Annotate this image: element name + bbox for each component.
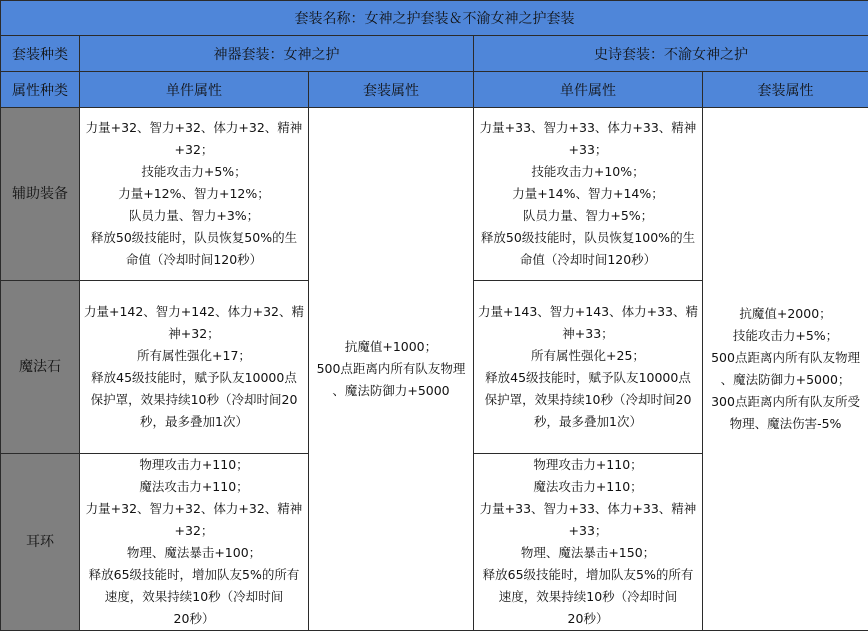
attr-line: 释放50级技能时，队员恢复100%的生 [477,227,699,249]
item-label-support: 辅助装备 [1,108,80,281]
attr-line: +33； [477,520,699,542]
attr-line: 力量+14%、智力+14%； [477,183,699,205]
attr-line: 神+33； [477,323,699,345]
attr-line: 命值（冷却时间120秒） [83,249,305,271]
attr-line: 保护罩，效果持续10秒（冷却时间20 [83,389,305,411]
attr-line: 魔法攻击力+110； [83,476,305,498]
set-bonus-line: 抗魔值+1000； [312,336,470,358]
attr-line: 技能攻击力+10%； [477,161,699,183]
attr-line: 物理、魔法暴击+150； [477,542,699,564]
table-title: 套装名称：女神之护套装＆不渝女神之护套装 [1,1,868,36]
attr-line: 释放65级技能时，增加队友5%的所有 [83,564,305,586]
attr-line: 20秒） [83,608,305,630]
epic-set-header: 史诗套装：不渝女神之护 [474,36,868,72]
set-bonus-line: 抗魔值+2000； [706,303,865,325]
attr-line: 速度，效果持续10秒（冷却时间 [83,586,305,608]
artifact-magic-stone-attrs [80,281,309,454]
attr-line: 释放50级技能时，队员恢复50%的生 [83,227,305,249]
epic-set-bonus [703,108,868,631]
attr-line: 力量+32、智力+32、体力+32、精神 [83,117,305,139]
attr-line: 保护罩，效果持续10秒（冷却时间20 [477,389,699,411]
epic-set-attr-header: 套装属性 [703,72,868,108]
attr-line: 神+32； [83,323,305,345]
attr-line: 力量+33、智力+33、体力+33、精神 [477,117,699,139]
attr-line: 释放65级技能时，增加队友5%的所有 [477,564,699,586]
attr-line: 秒，最多叠加1次） [477,411,699,433]
set-bonus-line: 、魔法防御力+5000； [706,369,865,391]
epic-support-attrs [474,108,703,281]
item-label-earring: 耳环 [1,454,80,631]
attr-line: 队员力量、智力+5%； [477,205,699,227]
attr-line: 力量+12%、智力+12%； [83,183,305,205]
attr-line: 释放45级技能时，赋予队友10000点 [83,367,305,389]
artifact-set-header: 神器套装：女神之护 [80,36,474,72]
set-bonus-line: 物理、魔法伤害-5% [706,413,865,435]
attr-line: 力量+143、智力+143、体力+33、精 [477,301,699,323]
attr-line: 物理攻击力+110； [477,454,699,476]
artifact-single-attr-header: 单件属性 [80,72,309,108]
attr-line: 技能攻击力+5%； [83,161,305,183]
set-type-label: 套装种类 [1,36,80,72]
attr-line: +32； [83,520,305,542]
epic-single-attr-header: 单件属性 [474,72,703,108]
attr-line: 20秒） [477,608,699,630]
epic-earring-attrs [474,454,703,631]
set-bonus-line: 技能攻击力+5%； [706,325,865,347]
artifact-earring-attrs [80,454,309,631]
attr-line: 力量+142、智力+142、体力+32、精 [83,301,305,323]
attr-line: +33； [477,139,699,161]
epic-magic-stone-attrs [474,281,703,454]
set-bonus-line: 300点距离内所有队友所受 [706,391,865,413]
attr-line: 所有属性强化+17； [83,345,305,367]
attr-line: 物理攻击力+110； [83,454,305,476]
set-bonus-line: 500点距离内所有队友物理 [312,358,470,380]
artifact-set-attr-header: 套装属性 [309,72,474,108]
item-label-magic-stone: 魔法石 [1,281,80,454]
attr-line: 命值（冷却时间120秒） [477,249,699,271]
artifact-support-attrs [80,108,309,281]
attr-line: 力量+32、智力+32、体力+32、精神 [83,498,305,520]
attr-line: 速度，效果持续10秒（冷却时间 [477,586,699,608]
attr-line: 魔法攻击力+110； [477,476,699,498]
attr-line: +32； [83,139,305,161]
attr-line: 秒，最多叠加1次） [83,411,305,433]
attr-line: 释放45级技能时，赋予队友10000点 [477,367,699,389]
attr-line: 队员力量、智力+3%； [83,205,305,227]
attr-line: 物理、魔法暴击+100； [83,542,305,564]
attr-line: 所有属性强化+25； [477,345,699,367]
artifact-set-bonus [309,108,474,631]
set-bonus-line: 500点距离内所有队友物理 [706,347,865,369]
table-row [1,108,868,281]
set-bonus-line: 、魔法防御力+5000 [312,380,470,402]
attr-type-label: 属性种类 [1,72,80,108]
attr-line: 力量+33、智力+33、体力+33、精神 [477,498,699,520]
